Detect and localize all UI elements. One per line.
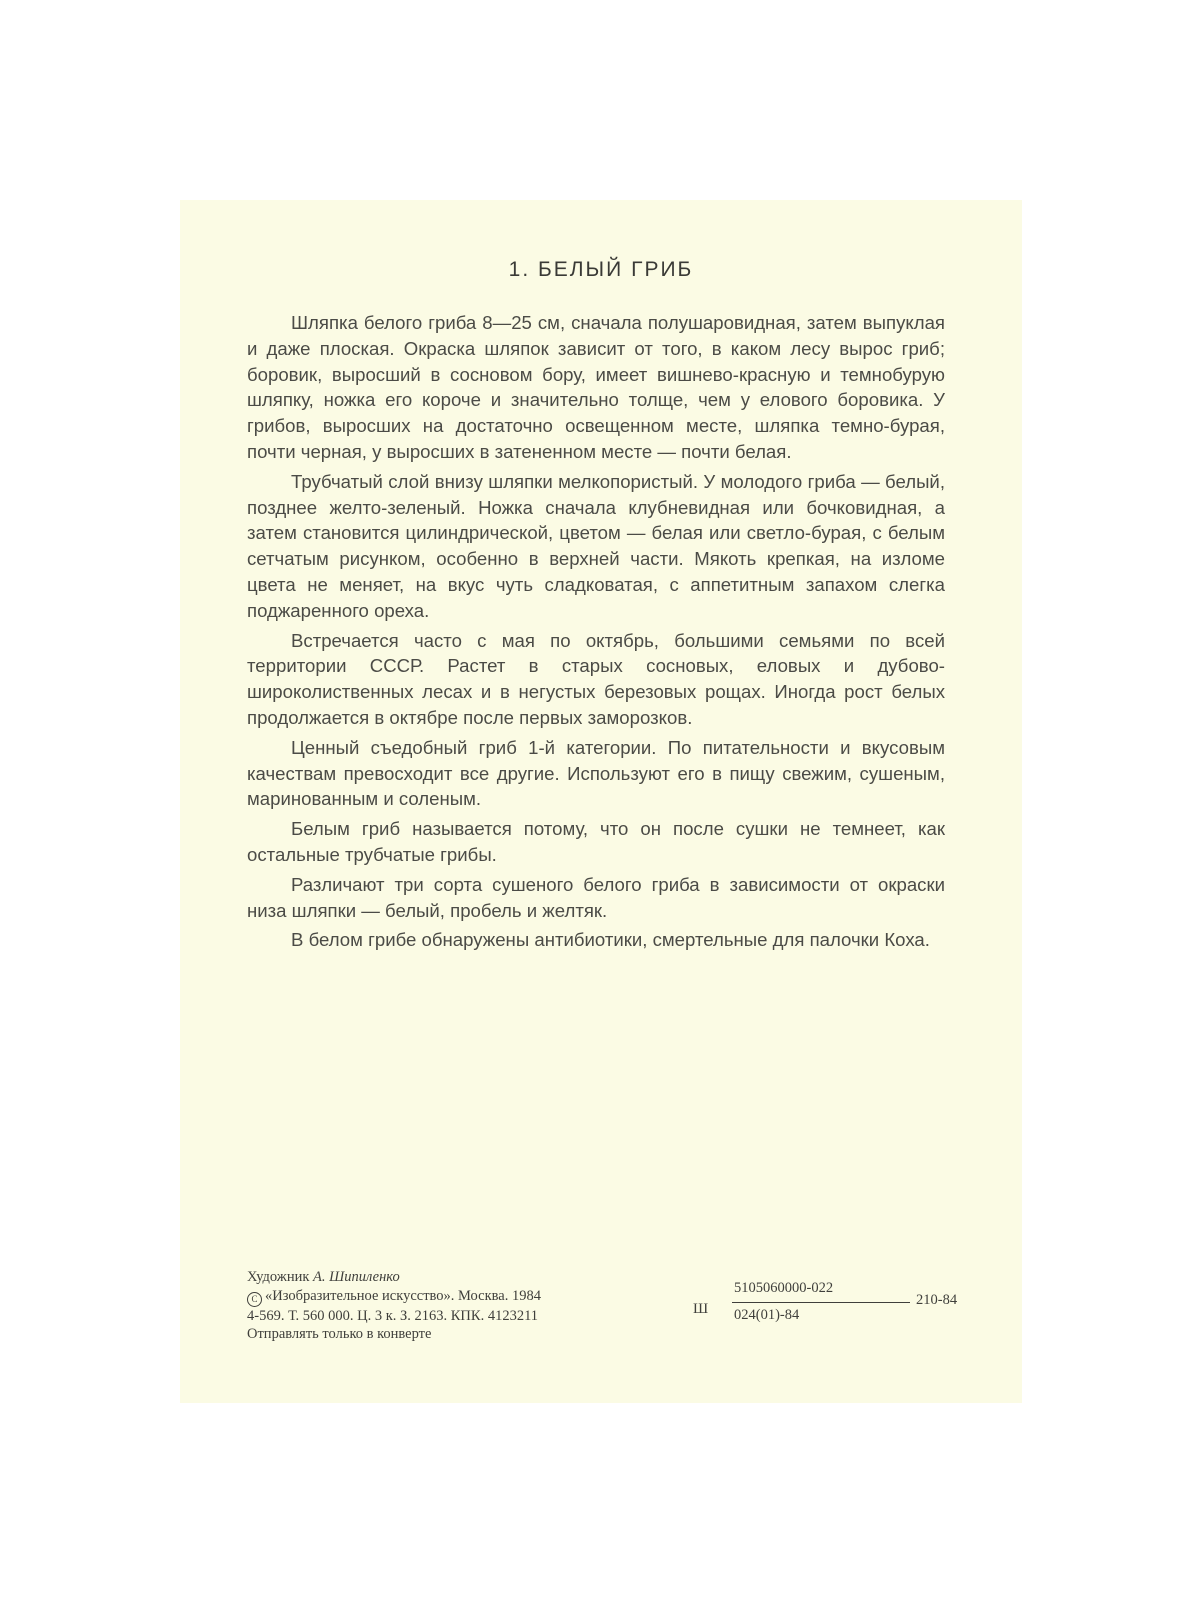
artist-name: А. Шипиленко bbox=[313, 1269, 400, 1285]
paragraph-habitat: Встречается часто с мая по октябрь, большими семьями по всей территории СССР. Растет в старых сосновых, еловых и дубово-широколиственных лесах и в негустых березовых рощах. Иногда рост белых продолжается в октябре после первых заморозков. bbox=[247, 629, 945, 728]
paragraph-antibiotics: В белом грибе обнаружены антибиотики, смертельные для палочки Коха. bbox=[291, 929, 930, 951]
code-denominator: 024(01)-84 bbox=[734, 1307, 800, 1323]
fraction-line bbox=[732, 1302, 910, 1303]
code-numerator: 5105060000-022 bbox=[734, 1280, 834, 1296]
code-fraction bbox=[732, 1280, 910, 1324]
code-prefix: Ш bbox=[693, 1301, 709, 1317]
body-text bbox=[247, 310, 945, 957]
artist-label: Художник bbox=[247, 1269, 310, 1285]
paragraph-cap-description: Шляпка белого гриба 8—25 см, сначала полушаровидная, затем выпуклая и даже плоская. Окраска шляпок зависит от того, в каком лесу вырос гриб; боровик, выросший в сосновом бору, имеет вишнево-красную и темнобурую шляпку, ножка его короче и значительно толще, чем у елового боровика. У грибов, выросших на достаточно освещенном месте, шляпка темно-бурая, почти черная, у выросших в затененном месте — почти белая. bbox=[247, 312, 945, 462]
paragraph-tubes-and-stem: Трубчатый слой внизу шляпки мелкопористый. У молодого гриба — белый, позднее желто-зеленый. Ножка сначала клубневидная или бочковидная, а затем становится цилиндрической, цветом — белая или светло-бурая, с белым сетчатым рисунком, особенно в верхней части. Мякоть крепкая, на изломе цвета не меняет, на вкус чуть сладковатая, с аппетитным запахом слегка поджаренного ореха. bbox=[247, 470, 945, 621]
paragraph-edibility: Ценный съедобный гриб 1-й категории. По питательности и вкусовым качествам превосходит все другие. Используют его в пищу свежим, сушеным, маринованным и соленым. bbox=[247, 736, 945, 810]
code-suffix: 210-84 bbox=[916, 1292, 958, 1308]
paragraph-dried-grades: Различают три сорта сушеного белого гриба в зависимости от окраски низа шляпки — белый, пробель и желтяк. bbox=[247, 873, 945, 921]
postcard-back bbox=[180, 200, 1022, 1403]
publisher-text: «Изобразительное искусство». Москва. 1984 bbox=[265, 1287, 541, 1304]
mailing-note: Отправлять только в конверте bbox=[247, 1326, 432, 1342]
order-line: 4-569. Т. 560 000. Ц. 3 к. З. 2163. КПК. 4123211 bbox=[247, 1307, 539, 1324]
paragraph-name-origin: Белым гриб называется потому, что он после сушки не темнеет, как остальные трубчатые грибы. bbox=[247, 818, 945, 865]
copyright-icon: C bbox=[247, 1292, 262, 1307]
document-title: 1. БЕЛЫЙ ГРИБ bbox=[508, 258, 694, 281]
